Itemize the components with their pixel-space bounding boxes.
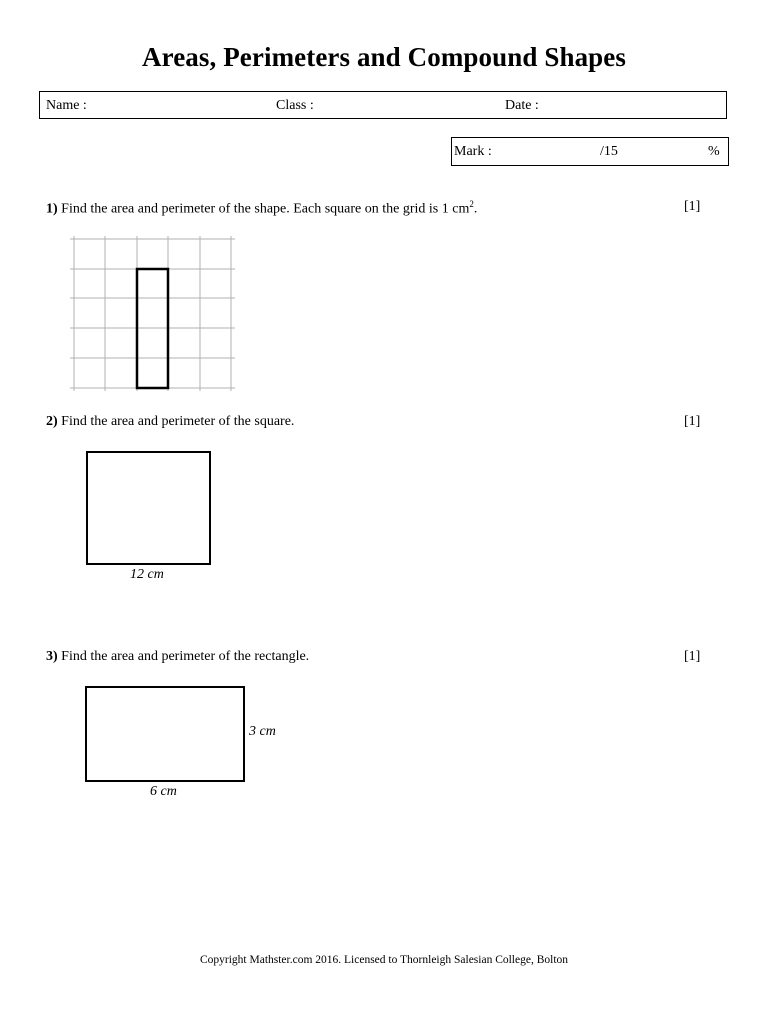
question-3-shape (86, 687, 244, 781)
question-1-prompt: Find the area and perimeter of the shape. Each square on the grid is 1 cm (61, 201, 470, 217)
question-3-marks: [1] (684, 649, 701, 664)
question-2-prompt: Find the area and perimeter of the square. (61, 414, 295, 429)
mark-label: Mark : (454, 144, 492, 159)
class-label: Class : (276, 98, 314, 113)
question-2-bottom-label: 12 cm (130, 567, 164, 582)
question-1-prompt-end: . (473, 201, 478, 217)
question-2-marks: [1] (684, 414, 701, 429)
question-3-side-label: 3 cm (249, 724, 276, 739)
question-3-prompt: Find the area and perimeter of the rectangle. (61, 649, 310, 664)
mark-total: /15 (600, 144, 618, 159)
question-3-bottom-label: 6 cm (150, 784, 177, 799)
question-3-number: 3) (46, 649, 58, 664)
date-label: Date : (505, 98, 539, 113)
mark-percent: % (708, 144, 720, 159)
question-1-number: 1) (46, 201, 58, 217)
name-label: Name : (46, 98, 87, 113)
question-1-marks: [1] (684, 199, 701, 214)
copyright-footer: Copyright Mathster.com 2016. Licensed to Thornleigh Salesian College, Bolton (199, 954, 569, 966)
page-title: Areas, Perimeters and Compound Shapes (142, 42, 626, 72)
question-1-superscript: 2 (469, 199, 474, 209)
question-2-number: 2) (46, 414, 58, 429)
